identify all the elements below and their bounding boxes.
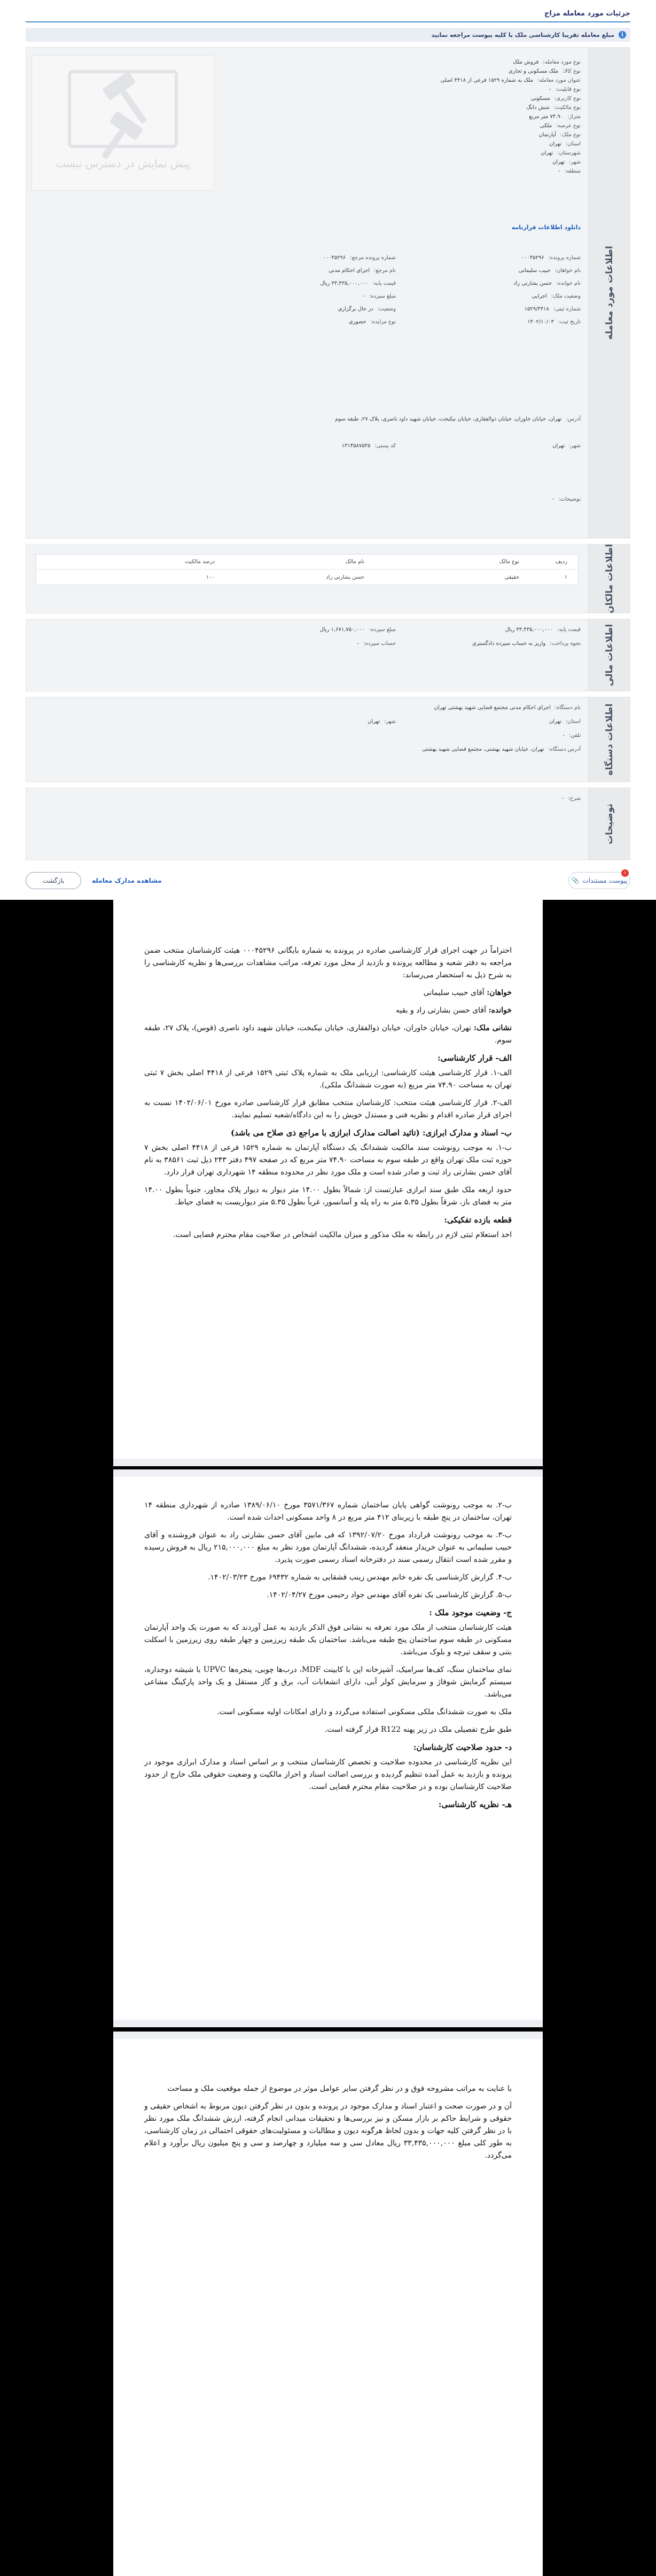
- report-paragraph: طبق طرح تفصیلی ملک در زیر پهنه R122 قرار گرفته است.: [324, 1725, 512, 1734]
- detail-row: نوع قابلیت:-: [549, 87, 581, 92]
- financial-row: نحوه پرداخت:واریز به حساب سپرده دادگستری: [472, 641, 581, 647]
- page-title: جزئیات مورد معامله مزاج: [544, 10, 630, 18]
- back-button[interactable]: بازگشت: [26, 872, 81, 889]
- description-section: [26, 788, 630, 860]
- report-section-heading: الف- قرار کارشناسی:: [437, 1053, 512, 1063]
- column-header: ردیف: [555, 559, 567, 565]
- table-row: [36, 570, 578, 585]
- page-edge: [113, 1459, 543, 1466]
- field-row: شماره پرونده:۰۰۰۴۵۲۹۶: [521, 255, 581, 261]
- detail-card: [26, 4, 630, 886]
- report-paragraph: آن و در صورت صحت و اعتبار اسناد و مدارک موجود در پرونده و بدون در نظر گرفتن دیون مربوط به اشخاص حقیقی و حقوقی و شرایط حاکم بر بازار مسکن و نیز بررسی‌ها و تحقیقات میدانی انجام گرفته، ارزش ششدانگ ملک مورد نظر با در نظر گرفتن کلیه جهات و بدون لحاظ هرگونه دیون و مطالبات و مسئولیت‌های حقوقی احتمالی در زمان کارشناسی، به طور کلی مبلغ ۳۳,۴۳۵,۰۰۰,۰۰۰ ریال معادل سی و سه میلیارد و چهارصد و سی و پنج میلیون ریال برآورد و اعلام می‌گردد.: [144, 2102, 512, 2160]
- address-row: آدرس:تهران، خیابان خاوران، خیابان ذوالفقاری، خیابان نیکبخت، خیابان شهید داود ناصری، پلاک ۲۷، طبقه سوم: [335, 416, 581, 422]
- detail-row: نوع کاربری:مسکونی: [530, 96, 581, 102]
- owners-section: [26, 544, 630, 613]
- field-row: نام خواهان:حبیب سلیمانی: [518, 268, 581, 274]
- financial-section-tab: [588, 619, 630, 691]
- field-row: شماره ثبتی:۱۵۲۹/۴۴۱۸: [524, 306, 581, 312]
- report-address: نشانی ملک: تهران، خیابان خاوران، خیابان ذوالفقاری، خیابان نیکبخت، خیابان شهید داود ناصری (قوس)، پلاک ۲۷، طبقه سوم.: [144, 1024, 512, 1045]
- org-section-title: اطلاعات دستگاه: [604, 703, 615, 776]
- detail-row: شهرستان:تهران: [541, 150, 581, 156]
- org-section: [26, 697, 630, 782]
- report-section-heading: هـ- نظریه کارشناسی:: [438, 1800, 512, 1809]
- field-row: نام مرجع:اجرای احکام مدنی: [329, 268, 396, 274]
- report-page-3: [113, 2032, 543, 2576]
- property-image-placeholder: [32, 55, 214, 191]
- financial-row: مبلغ سپرده:۱,۶۷۱,۷۵۰,۰۰۰ ریال: [319, 627, 396, 633]
- org-row: نام دستگاه:اجرای احکام مدنی مجتمع قضایی شهید بهشتی تهران: [434, 705, 581, 711]
- gavel-icon: [32, 56, 215, 162]
- report-paragraph: ب-۳. به موجب رونوشت قرارداد مورخ ۱۳۹۲/۰۷/۲۰ که فی مابین آقای حسن بشارتی راد به عنوان فروشنده و آقای حبیب سلیمانی به عنوان خریدار منعقد گردیده، ششدانگ آپارتمان مورد نظر به مبلغ ۲۱۵,۰۰۰,۰۰۰ ریال به فروش رسیده و مقرر شده است انتقال رسمی سند در دفترخانه اسناد رسمی صورت پذیرد.: [144, 1531, 512, 1564]
- city-row: شهر:تهران: [552, 443, 581, 449]
- owners-section-tab: [588, 544, 630, 613]
- table-header-row: [36, 555, 578, 570]
- field-row: وضعیت ملک:اجرایی: [532, 293, 581, 299]
- postal-row: کد پستی:۱۳۱۴۵۸۷۵۴۵: [341, 443, 396, 449]
- detail-row: عنوان مورد معامله:ملک به شماره ۱۵۲۹ فرعی از ۴۴۱۸ اصلی: [440, 77, 581, 83]
- report-section-heading: قطعه بازده تفکیکی:: [444, 1215, 512, 1225]
- field-row: قیمت پایه:۳۳,۴۳۵,۰۰۰,۰۰۰ ریال: [320, 281, 396, 286]
- report-paragraph: اخذ استعلام ثبتی لازم در رابطه به ملک مذکور و میزان مالکیت اشخاص در صلاحیت مقام محترم قضایی است.: [173, 1231, 512, 1239]
- description-row: شرح:-: [561, 796, 581, 801]
- financial-section: [26, 619, 630, 691]
- detail-row: نوع ملک:آپارتمان: [538, 132, 581, 138]
- report-paragraph: ب-۵. گزارش کارشناسی یک نفره آقای مهندس جواد رحیمی مورخ ۱۴۰۲/۰۴/۲۷.: [267, 1591, 512, 1599]
- detail-row: استان:تهران: [549, 141, 581, 147]
- report-section-heading: د- حدود صلاحیت کارشناسان:: [413, 1742, 512, 1752]
- description-section-title: توضیحات: [604, 803, 615, 845]
- detail-row: متراژ:۷۴.۹۰ متر مربع: [529, 114, 581, 120]
- download-info-link[interactable]: دانلود اطلاعات قرارنامه: [511, 224, 581, 231]
- page-edge: [113, 2032, 543, 2039]
- report-paragraph: نمای ساختمان سنگ، کف‌ها سرامیک، آشپزخانه اپن با کابینت MDF، درب‌ها چوبی، پنجره‌ها UPVC با شیشه دوجداره، سیستم گرمایش شوفاژ و سرمایش کولر آبی، دارای انشعابات آب، برق و گاز مستقل و یک واحد پارکینگ مشاعی می‌باشد.: [144, 1666, 512, 1699]
- field-row: نوع مزایده:حضوری: [348, 319, 396, 325]
- org-row: استان:تهران: [549, 719, 581, 725]
- field-row: شماره پرونده مرجع:۰۰۰۴۵۲۹۶: [323, 255, 396, 261]
- detail-row: نوع کالا:ملک مسکونی و تجاری: [509, 68, 581, 74]
- field-row: وضعیت:در حال برگزاری: [338, 306, 396, 312]
- view-documents-button[interactable]: مشاهده مدارک معامله: [92, 877, 162, 884]
- report-section-heading: ج- وضعیت موجود ملک :: [429, 1608, 512, 1617]
- report-paragraph: ملک به صورت ششدانگ ملکی مسکونی استفاده می‌گردد و دارای امکانات اولیه مسکونی است.: [217, 1708, 512, 1716]
- no-preview-caption: پیش نمایش در دسترس نیست: [56, 157, 190, 170]
- action-bar: [26, 870, 630, 891]
- report-paragraph: الف-۲. قرار کارشناسی هیئت منتخب: کارشناسان منتخب مطابق قرار کارشناسی صادره مورخ ۱۴۰۲/۰۶/۰۱ نسبت به اجرای قرار صادره اقدام و نظریه فنی و مستدل خویش را به این دادگاه/شعبه تسلیم نمایند.: [144, 1099, 512, 1119]
- field-row: تاریخ ثبت:۱۴۰۲/۱۰/۰۳: [527, 319, 581, 325]
- property-section: [26, 47, 630, 539]
- property-section-title: اطلاعات مورد معامله: [604, 246, 615, 340]
- org-section-tab: [588, 697, 630, 782]
- report-paragraph: هیئت کارشناسان منتخب از ملک مورد تعرفه به نشانی فوق الذکر بازدید به عمل آوردند که به صورت یک واحد آپارتمان مسکونی در طبقه سوم ساختمان پنج طبقه می‌باشد. ساختمان یک طبقه زیرزمین و چهار طبقه روی زیرزمین با اسکلت بتنی و سقف تیرچه و بلوک می‌باشد.: [144, 1623, 512, 1656]
- property-section-tab: [588, 48, 630, 538]
- table-cell: ۱: [564, 574, 567, 580]
- field-row: نام خوانده:حسن بشارتی راد: [513, 281, 581, 286]
- financial-row: قیمت پایه:۳۳,۴۳۵,۰۰۰,۰۰۰ ریال: [505, 627, 581, 633]
- info-icon: i: [619, 31, 626, 38]
- report-paragraph: ب-۴. گزارش کارشناسی یک نفره خانم مهندس زینب قشقایی به شماره ۶۹۴۳۲ مورخ ۱۴۰۲/۰۳/۲۳.: [208, 1573, 512, 1582]
- detail-row: شهر:تهران: [552, 159, 581, 165]
- report-paragraph: ب-۲. به موجب رونوشت گواهی پایان ساختمان شماره ۳۵۷۱/۳۶۷ مورخ ۱۳۸۹/۰۶/۱۰ صادره از شهرداری منطقه ۱۴ تهران، ساختمان در پنج طبقه با زیربنای ۴۱۲ متر مربع در ۸ واحد مسکونی احداث شده است.: [144, 1501, 512, 1522]
- org-row: تلفن:-: [563, 733, 581, 738]
- report-paragraph: ب-۱. به موجب رونوشت سند مالکیت ششدانگ یک دستگاه آپارتمان به شماره ۱۵۲۹ فرعی از ۴۴۱۸ اصلی بخش ۷ حوزه ثبت ملک تهران واقع در طبقه سوم به مساحت ۷۴.۹۰ متر مربع که در صفحه ۴۹۷ دفتر ۲۴۳ ذیل ثبت ۳۸۵۶۱ به نام آقای حسن بشارتی راد ثبت و صادر شده است و ملک مورد نظر در محدوده منطقه ۱۴ شهرداری تهران قرار دارد.: [144, 1143, 512, 1177]
- detail-row: نوع عرصه:ملکی: [540, 123, 581, 129]
- notice-banner: [26, 28, 630, 42]
- scanned-report: [0, 900, 656, 2576]
- extra-row: توضیحات:-: [552, 496, 581, 502]
- report-page-1: [113, 900, 543, 1466]
- report-paragraph: این نظریه کارشناسی در محدوده صلاحیت و تخصص کارشناسان منتخب و بر اساس اسناد و مدارک ابرازی موجود در پرونده و بازدید به عمل آمده تنظیم گردیده و بررسی اصالت اسناد و احراز مالکیت و وضعیت حقوقی ملک خارج از حدود صلاحیت کارشناسان بوده و در صلاحیت مقام محترم قضایی است.: [144, 1758, 512, 1791]
- report-paragraph: حدود اربعه ملک طبق سند ابرازی عبارتست از: شمالاً بطول ۱۴.۰۰ متر دیوار به دیوار پلاک مجاور، جنوباً بطول ۱۴.۰۰ متر به فضای باز، شرقاً بطول ۵.۳۵ متر به راه پله و آسانسور، غرباً بطول ۵.۳۵ متر دیواریست به فضای حیاط.: [144, 1186, 512, 1207]
- report-defendant: خوانده: آقای حسن بشارتی راد و بقیه: [395, 1006, 512, 1015]
- detail-row: منطقه:-: [558, 168, 581, 174]
- page-edge: [113, 2020, 543, 2027]
- page-edge: [113, 1469, 543, 1477]
- table-cell: حسن بشارتی راد: [326, 574, 364, 580]
- table-cell: ۱۰۰: [206, 574, 215, 580]
- report-section-heading: ب- اسناد و مدارک ابرازی: (تائید اصالت مدارک ابرازی با مراجع ذی صلاح می باشد): [230, 1128, 512, 1138]
- table-cell: حقیقی: [504, 574, 519, 580]
- report-page-2: [113, 1469, 543, 2027]
- column-header: درصد مالکیت: [184, 559, 215, 565]
- org-row: شهر:تهران: [368, 719, 396, 725]
- paperclip-icon: 📎: [571, 877, 580, 884]
- financial-section-title: اطلاعات مالی: [604, 624, 615, 687]
- detail-row: نوع مورد معامله:فروش ملک: [513, 59, 581, 65]
- column-header: نام مالک: [345, 559, 364, 565]
- report-paragraph: الف-۱. قرار کارشناسی هیئت کارشناسی: ارزیابی ملک به شماره پلاک ثبتی ۱۵۲۹ فرعی از ۴۴۱۸ اصلی بخش ۷ ثبتی تهران به مساحت ۷۴.۹۰ متر مربع (به صورت ششدانگ ملکی).: [144, 1069, 512, 1089]
- title-divider: [26, 21, 630, 22]
- description-section-tab: [588, 788, 630, 860]
- owners-table: [36, 554, 579, 585]
- attachments-label: پیوست مستندات: [582, 877, 628, 884]
- owners-section-title: اطلاعات مالکان: [604, 544, 615, 613]
- field-row: مبلغ سپرده:-: [363, 293, 396, 299]
- report-plaintiff: خواهان: آقای حبیب سلیمانی: [423, 989, 512, 997]
- detail-row: نوع مالکیت:شش دانگ: [526, 105, 581, 111]
- financial-row: حساب سپرده:-: [357, 641, 396, 647]
- notice-text: مبلغ معامله تقریبا کارشناسی ملک با کلیه پیوست مراجعه نمایید: [431, 31, 614, 38]
- column-header: نوع مالک: [499, 559, 519, 565]
- org-row: آدرس دستگاه:تهران، خیابان شهید بهشتی، مجتمع قضایی شهید بهشتی: [421, 746, 581, 752]
- report-paragraph: با عنایت به مراتب مشروحه فوق و در نظر گرفتن سایر عوامل موثر در موضوع از جمله موقعیت ملک و مساحت: [167, 2084, 512, 2093]
- attachments-button[interactable]: [568, 872, 630, 889]
- report-intro: احتراماً در جهت اجرای قرار کارشناسی صادره در پرونده به شماره بایگانی ۰۰۰۴۵۲۹۶ هیئت کارشناسان منتخب ضمن مراجعه به دفتر شعبه و مطالعه پرونده و بازدید از محل مورد تعرفه، مراتب مشاهدات بررسی‌ها و نظریه کارشناسی را به شرح ذیل به استحضار می‌رساند:: [144, 946, 512, 979]
- attachments-count-badge: ۱: [621, 869, 629, 877]
